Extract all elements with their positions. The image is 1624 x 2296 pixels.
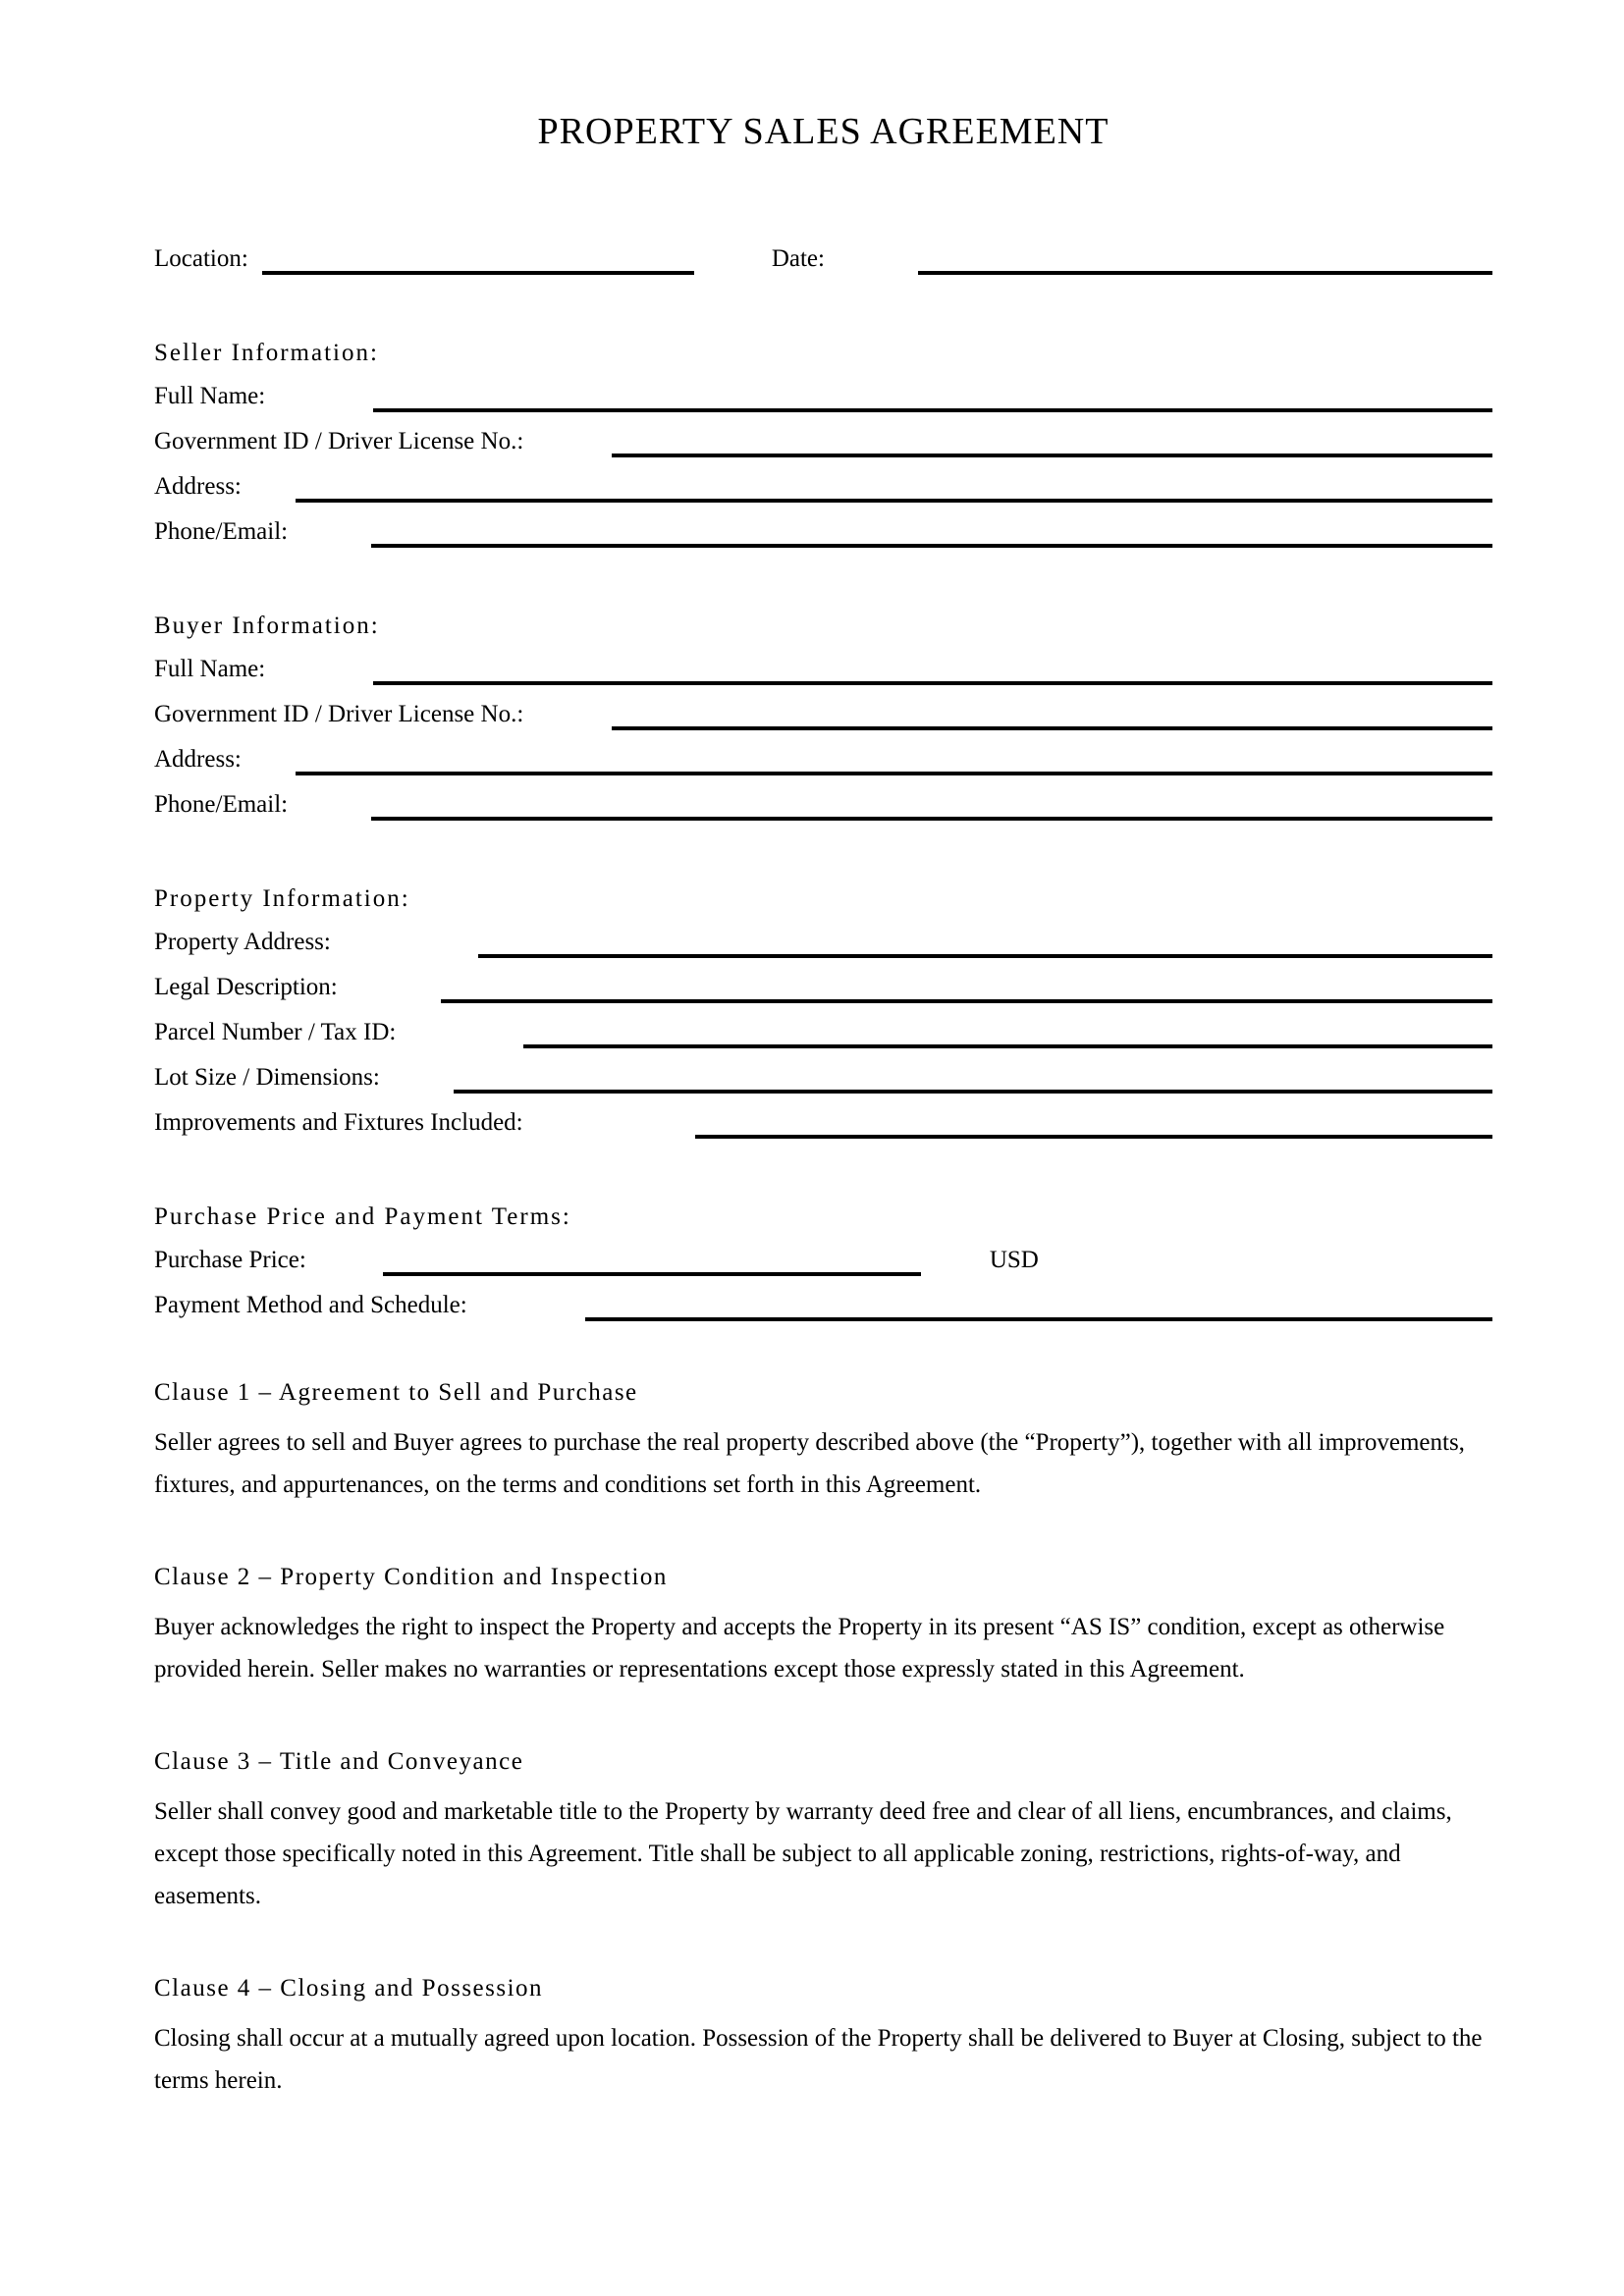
- seller-phone-email-label: Phone/Email:: [154, 518, 289, 545]
- buyer-gov-id-label: Government ID / Driver License No.:: [154, 701, 524, 727]
- seller-address-row: [154, 471, 1492, 503]
- payment-section-heading: Purchase Price and Payment Terms:: [154, 1203, 571, 1230]
- seller-full-name-label: Full Name:: [154, 383, 266, 409]
- legal-description-row: [154, 972, 1492, 1003]
- purchase-price-input-line[interactable]: [383, 1272, 921, 1276]
- lot-size-label: Lot Size / Dimensions:: [154, 1064, 380, 1091]
- clause-2: [154, 1561, 1492, 1690]
- seller-full-name-row: [154, 381, 1492, 412]
- buyer-full-name-input-line[interactable]: [373, 681, 1492, 685]
- clause-4-body: Closing shall occur at a mutually agreed upon location. Possession of the Property shall be delivered to Buyer at Closing, subject to the terms herein.: [154, 2025, 1483, 2094]
- document-title: PROPERTY SALES AGREEMENT: [537, 111, 1110, 152]
- improvements-row: [154, 1107, 1492, 1139]
- clause-1-body: Seller agrees to sell and Buyer agrees to purchase the real property described above (the “Property”), together with all improvements, fixtures, and appurtenances, on the terms and conditions set forth in this Agreement.: [154, 1429, 1465, 1498]
- parcel-number-row: [154, 1017, 1492, 1048]
- clause-4-heading: Clause 4 – Closing and Possession: [154, 1975, 544, 2002]
- purchase-price-label: Purchase Price:: [154, 1247, 306, 1273]
- seller-phone-email-row: [154, 516, 1492, 548]
- lot-size-input-line[interactable]: [454, 1090, 1492, 1094]
- location-input-line[interactable]: [262, 271, 694, 275]
- buyer-address-input-line[interactable]: [296, 772, 1492, 775]
- clause-3: [154, 1745, 1492, 1917]
- purchase-price-row: [154, 1245, 1492, 1276]
- payment-method-label: Payment Method and Schedule:: [154, 1292, 467, 1318]
- property-section-heading: Property Information:: [154, 885, 410, 912]
- seller-gov-id-label: Government ID / Driver License No.:: [154, 428, 524, 454]
- clause-4: [154, 1972, 1492, 2102]
- buyer-full-name-row: [154, 654, 1492, 685]
- date-label: Date:: [771, 245, 825, 272]
- buyer-full-name-label: Full Name:: [154, 656, 266, 682]
- clause-3-body: Seller shall convey good and marketable title to the Property by warranty deed free and clear of all liens, encumbrances, and claims, except those specifically noted in this Agreement. Title shall be subject to all applicable zoning, restrictions, rights-of-way, and easements.: [154, 1798, 1452, 1909]
- payment-method-row: [154, 1290, 1492, 1321]
- seller-address-label: Address:: [154, 473, 242, 500]
- seller-gov-id-row: [154, 426, 1492, 457]
- seller-full-name-input-line[interactable]: [373, 408, 1492, 412]
- clause-1-heading: Clause 1 – Agreement to Sell and Purchase: [154, 1379, 638, 1406]
- improvements-input-line[interactable]: [695, 1135, 1492, 1139]
- buyer-phone-email-label: Phone/Email:: [154, 791, 289, 818]
- property-address-label: Property Address:: [154, 929, 331, 955]
- clause-2-heading: Clause 2 – Property Condition and Inspection: [154, 1564, 668, 1590]
- payment-method-input-line[interactable]: [585, 1317, 1492, 1321]
- buyer-section-heading: Buyer Information:: [154, 613, 380, 639]
- date-input-line[interactable]: [918, 271, 1492, 275]
- clause-3-heading: Clause 3 – Title and Conveyance: [154, 1748, 524, 1775]
- parcel-number-label: Parcel Number / Tax ID:: [154, 1019, 397, 1045]
- seller-gov-id-input-line[interactable]: [612, 454, 1492, 457]
- location-date-row: [154, 243, 1492, 275]
- location-label: Location:: [154, 245, 248, 272]
- clause-2-body: Buyer acknowledges the right to inspect the Property and accepts the Property in its present “AS IS” condition, except as otherwise provided herein. Seller makes no warranties or representations except those expressly stated in this Agreement.: [154, 1614, 1445, 1682]
- currency-label: USD: [989, 1247, 1039, 1273]
- property-address-row: [154, 927, 1492, 958]
- buyer-address-row: [154, 744, 1492, 775]
- lot-size-row: [154, 1062, 1492, 1094]
- parcel-number-input-line[interactable]: [523, 1044, 1492, 1048]
- buyer-phone-email-input-line[interactable]: [371, 817, 1492, 821]
- clause-1: [154, 1376, 1492, 1506]
- seller-section-heading: Seller Information:: [154, 340, 379, 366]
- buyer-gov-id-row: [154, 699, 1492, 730]
- buyer-gov-id-input-line[interactable]: [612, 726, 1492, 730]
- seller-phone-email-input-line[interactable]: [371, 544, 1492, 548]
- buyer-phone-email-row: [154, 789, 1492, 821]
- property-address-input-line[interactable]: [478, 954, 1492, 958]
- improvements-label: Improvements and Fixtures Included:: [154, 1109, 523, 1136]
- buyer-address-label: Address:: [154, 746, 242, 773]
- seller-address-input-line[interactable]: [296, 499, 1492, 503]
- legal-description-input-line[interactable]: [441, 999, 1492, 1003]
- legal-description-label: Legal Description:: [154, 974, 338, 1000]
